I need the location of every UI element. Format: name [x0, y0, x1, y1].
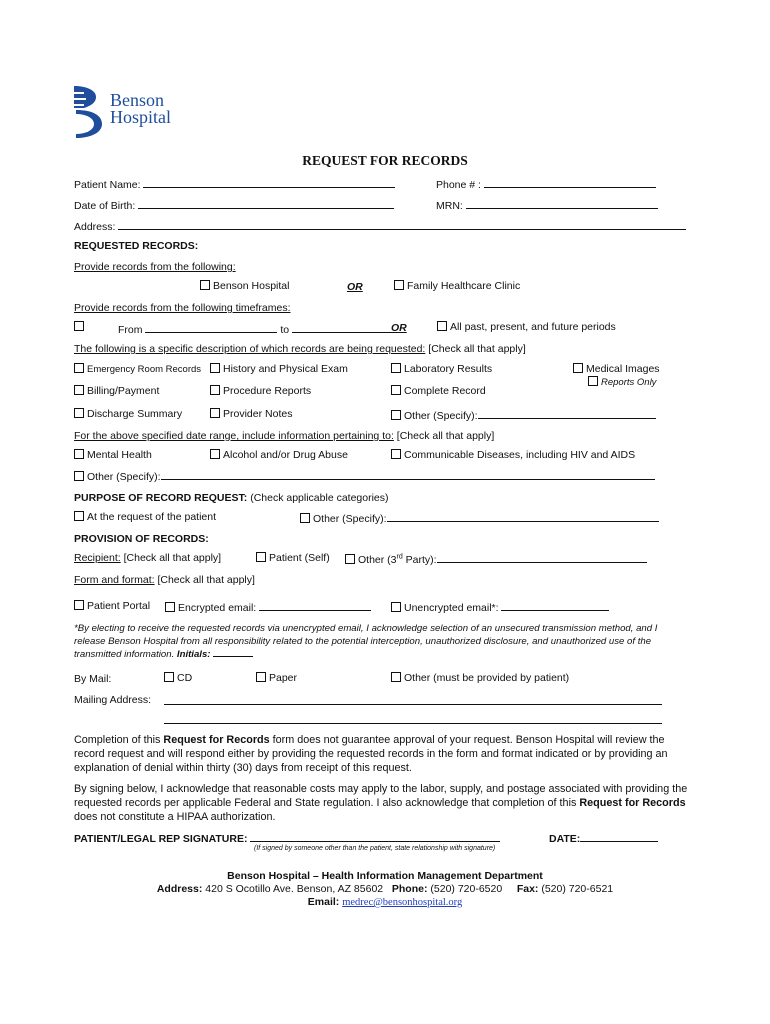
footer-email-link[interactable]: medrec@bensonhospital.org	[342, 897, 463, 908]
all-periods-label: All past, present, and future periods	[450, 321, 616, 333]
item-history[interactable]	[210, 363, 348, 375]
checkbox[interactable]	[210, 408, 220, 418]
item-alcohol-label: Alcohol and/or Drug Abuse	[223, 449, 348, 461]
footer-email-label: Email:	[307, 896, 340, 908]
item-billing-label: Billing/Payment	[87, 385, 160, 397]
footer-address: 420 S Ocotillo Ave. Benson, AZ 85602	[202, 883, 384, 895]
logo-line1: Benson	[110, 90, 164, 110]
checkbox[interactable]	[74, 600, 84, 610]
provision-heading: PROVISION OF RECORDS:	[74, 533, 209, 545]
dob-field[interactable]	[138, 198, 394, 209]
provide-from-label: Provide records from the following:	[74, 261, 236, 273]
or-label-2: OR	[391, 322, 407, 334]
checkbox[interactable]	[391, 410, 401, 420]
checkbox[interactable]	[210, 385, 220, 395]
item-alcohol[interactable]	[210, 449, 348, 461]
item-discharge[interactable]	[74, 408, 182, 420]
mail-cd[interactable]	[164, 672, 192, 684]
recipient-third-party[interactable]	[345, 552, 647, 566]
date-field[interactable]	[580, 831, 658, 842]
checkbox[interactable]	[391, 363, 401, 373]
option-family-clinic[interactable]	[394, 280, 520, 292]
item-other2-field[interactable]	[161, 469, 655, 480]
item-billing[interactable]	[74, 385, 159, 397]
item-er[interactable]	[74, 363, 201, 375]
checkbox[interactable]	[394, 280, 404, 290]
purpose-other[interactable]	[300, 511, 659, 525]
logo-mark-icon	[70, 84, 106, 140]
disclaimer-text: *By electing to receive the requested records via unencrypted email, I acknowledge selection of an unsecured transmission method, and I release Benson Hospital from all responsibility related to the potential interception, unauthorized disclosure, and unauthorized use of the transmitted information.	[74, 623, 658, 660]
purpose-other-label: Other (Specify):	[313, 513, 387, 525]
phone-label: Phone # :	[436, 179, 481, 191]
option-family-label: Family Healthcare Clinic	[407, 280, 521, 292]
footer-fax-label: Fax:	[516, 883, 539, 895]
phone-field[interactable]	[484, 177, 656, 188]
mail-other-label: Other (must be provided by patient)	[404, 672, 570, 684]
mail-paper-label: Paper	[269, 672, 298, 684]
checkbox[interactable]	[391, 672, 401, 682]
initials-field[interactable]	[213, 648, 253, 657]
checkbox[interactable]	[74, 321, 84, 331]
mailing-line[interactable]	[164, 694, 662, 705]
address-label: Address:	[74, 221, 116, 233]
purpose-heading-bold: PURPOSE OF RECORD REQUEST:	[74, 492, 248, 504]
p2a: By signing below, I acknowledge that reasonable costs may apply to the labor, supply, and postage associated with providing the requested records per applicable Federal and State regulation. I also acknowledge that completion of this	[74, 783, 688, 809]
checkbox[interactable]	[210, 449, 220, 459]
mrn-row	[436, 198, 658, 212]
mail-paper[interactable]	[256, 672, 297, 684]
checkbox[interactable]	[573, 363, 583, 373]
checkbox[interactable]	[345, 554, 355, 564]
p1a: Completion of this	[74, 734, 164, 746]
checkbox[interactable]	[74, 471, 84, 481]
item-communicable-label: Communicable Diseases, including HIV and AIDS	[404, 449, 636, 461]
signature-field[interactable]	[250, 831, 500, 842]
footer-department: Benson Hospital – Health Information Management Department	[227, 870, 543, 882]
mailing-address-label: Mailing Address:	[74, 694, 152, 706]
item-medimages[interactable]	[573, 363, 660, 375]
requested-records-heading: REQUESTED RECORDS:	[74, 240, 199, 252]
checkbox[interactable]	[165, 602, 175, 612]
p2c: does not constitute a HIPAA authorization.	[74, 811, 276, 823]
format-unencrypted[interactable]	[391, 600, 609, 614]
checkbox[interactable]	[164, 672, 174, 682]
encrypted-email-field[interactable]	[259, 600, 371, 611]
item-medimages-label: Medical Images	[586, 363, 660, 375]
checkbox[interactable]	[300, 513, 310, 523]
item-provider[interactable]	[210, 408, 292, 420]
by-mail-label: By Mail:	[74, 673, 112, 685]
checkbox[interactable]	[256, 552, 266, 562]
checkbox[interactable]	[74, 449, 84, 459]
from-label: From	[118, 324, 143, 336]
unencrypted-email-field[interactable]	[501, 600, 609, 611]
timeframes-label: Provide records from the following timeframes:	[74, 302, 291, 314]
purpose-patient-label: At the request of the patient	[87, 511, 217, 523]
or-label-1: OR	[347, 281, 363, 293]
checkbox[interactable]	[437, 321, 447, 331]
from-date-field[interactable]	[145, 322, 277, 333]
footer-address-label: Address:	[156, 883, 203, 895]
item-complete[interactable]	[391, 385, 486, 397]
footer-phone: (520) 720-6520	[427, 883, 503, 895]
mrn-label: MRN:	[436, 200, 463, 212]
item-provider-label: Provider Notes	[223, 408, 293, 420]
item-other2-label: Other (Specify):	[87, 471, 161, 483]
completion-paragraph	[74, 733, 690, 775]
option-benson-label: Benson Hospital	[213, 280, 290, 292]
daterange-underlined: For the above specified date range, include information pertaining to:	[74, 430, 394, 442]
signature-label: PATIENT/LEGAL REP SIGNATURE:	[74, 833, 248, 845]
format-label	[74, 574, 255, 586]
item-er-label: Emergency Room Records	[87, 364, 202, 375]
mailing-address-field-2[interactable]	[164, 713, 662, 727]
checkbox[interactable]	[391, 449, 401, 459]
footer-phone-label: Phone:	[391, 883, 428, 895]
date-row	[549, 831, 658, 845]
mail-other[interactable]	[391, 672, 569, 684]
format-unencrypted-label: Unencrypted email*:	[404, 602, 499, 614]
format-rest: [Check all that apply]	[154, 574, 255, 586]
checkbox[interactable]	[256, 672, 266, 682]
address-row	[74, 219, 686, 233]
logo-text	[110, 92, 171, 126]
purpose-other-field[interactable]	[387, 511, 659, 522]
to-label: to	[280, 324, 290, 336]
third-party-field[interactable]	[437, 552, 647, 563]
description-rest: [Check all that apply]	[425, 343, 526, 355]
item-other-label: Other (Specify):	[404, 410, 478, 422]
checkbox[interactable]	[588, 376, 598, 386]
description-underlined: The following is a specific description of which records are being requested:	[74, 343, 426, 355]
recipient-self-label: Patient (Self)	[269, 552, 330, 564]
purpose-patient[interactable]	[74, 511, 216, 523]
item-complete-label: Complete Record	[404, 385, 486, 397]
mail-cd-label: CD	[177, 672, 193, 684]
to-date-field[interactable]	[292, 322, 402, 333]
checkbox[interactable]	[391, 385, 401, 395]
checkbox[interactable]	[200, 280, 210, 290]
option-benson[interactable]	[200, 280, 289, 292]
dob-label: Date of Birth:	[74, 200, 136, 212]
from-to-row	[118, 322, 402, 336]
item-mental[interactable]	[74, 449, 152, 461]
address-field[interactable]	[118, 219, 686, 230]
footer-contact	[0, 883, 770, 895]
checkbox[interactable]	[210, 363, 220, 373]
signature-note: (If signed by someone other than the patient, state relationship with signature)	[254, 845, 496, 852]
item-reports-only-label: Reports Only	[601, 377, 657, 388]
checkbox[interactable]	[74, 363, 84, 373]
item-other-field[interactable]	[478, 408, 656, 419]
mrn-field[interactable]	[466, 198, 658, 209]
acknowledge-paragraph	[74, 782, 690, 824]
patient-name-row	[74, 177, 395, 191]
third-party-sup: rd	[396, 553, 403, 561]
third-party-label-b: Party):	[402, 554, 437, 566]
description-label	[74, 343, 526, 355]
item-reports-only[interactable]	[588, 376, 656, 388]
item-other[interactable]	[391, 408, 656, 422]
checkbox[interactable]	[391, 602, 401, 612]
checkbox[interactable]	[74, 511, 84, 521]
item-other2[interactable]	[74, 469, 655, 483]
p1c: form does not guarantee approval of your request. Benson Hospital will review the record request and will respond either by providing the requested records in the form and format indicated or by providing an explanation of denial within thirty (30) days from receipt of this request.	[74, 734, 668, 774]
item-history-label: History and Physical Exam	[223, 363, 348, 375]
item-lab[interactable]	[391, 363, 492, 375]
logo-line2: Hospital	[110, 107, 171, 127]
phone-row	[436, 177, 656, 191]
p2b: Request for Records	[579, 797, 686, 809]
footer-email	[0, 896, 770, 908]
mailing-address-field-1[interactable]	[164, 694, 662, 708]
timeframe-range[interactable]	[74, 321, 87, 333]
item-procedure[interactable]	[210, 385, 311, 397]
patient-name-label: Patient Name:	[74, 179, 141, 191]
date-label: DATE:	[549, 833, 581, 845]
third-party-label-a: Other (3	[358, 554, 397, 566]
recipient-rest: [Check all that apply]	[120, 552, 222, 564]
format-encrypted-label: Encrypted email:	[178, 602, 257, 614]
mailing-line[interactable]	[164, 713, 662, 724]
benson-hospital-logo	[70, 84, 200, 140]
checkbox[interactable]	[74, 408, 84, 418]
daterange-label	[74, 430, 494, 442]
purpose-heading-rest: (Check applicable categories)	[247, 492, 389, 504]
item-lab-label: Laboratory Results	[404, 363, 493, 375]
item-procedure-label: Procedure Reports	[223, 385, 312, 397]
format-portal-label: Patient Portal	[87, 600, 151, 612]
footer-fax: (520) 720-6521	[538, 883, 614, 895]
recipient-self[interactable]	[256, 552, 330, 564]
item-discharge-label: Discharge Summary	[87, 408, 183, 420]
purpose-heading	[74, 492, 389, 504]
item-mental-label: Mental Health	[87, 449, 152, 461]
dob-row	[74, 198, 394, 212]
signature-row	[74, 831, 500, 845]
p1b: Request for Records	[163, 734, 270, 746]
daterange-rest: [Check all that apply]	[393, 430, 495, 442]
initials-label: Initials:	[176, 649, 211, 660]
recipient-underlined: Recipient:	[74, 552, 121, 564]
format-encrypted[interactable]	[165, 600, 371, 614]
page-title: REQUEST FOR RECORDS	[302, 153, 468, 168]
format-portal[interactable]	[74, 600, 150, 612]
unencrypted-disclaimer	[74, 622, 690, 661]
item-communicable[interactable]	[391, 449, 635, 461]
format-underlined: Form and format:	[74, 574, 155, 586]
option-all-periods[interactable]	[437, 321, 616, 333]
recipient-label	[74, 552, 221, 564]
patient-name-field[interactable]	[143, 177, 395, 188]
checkbox[interactable]	[74, 385, 84, 395]
